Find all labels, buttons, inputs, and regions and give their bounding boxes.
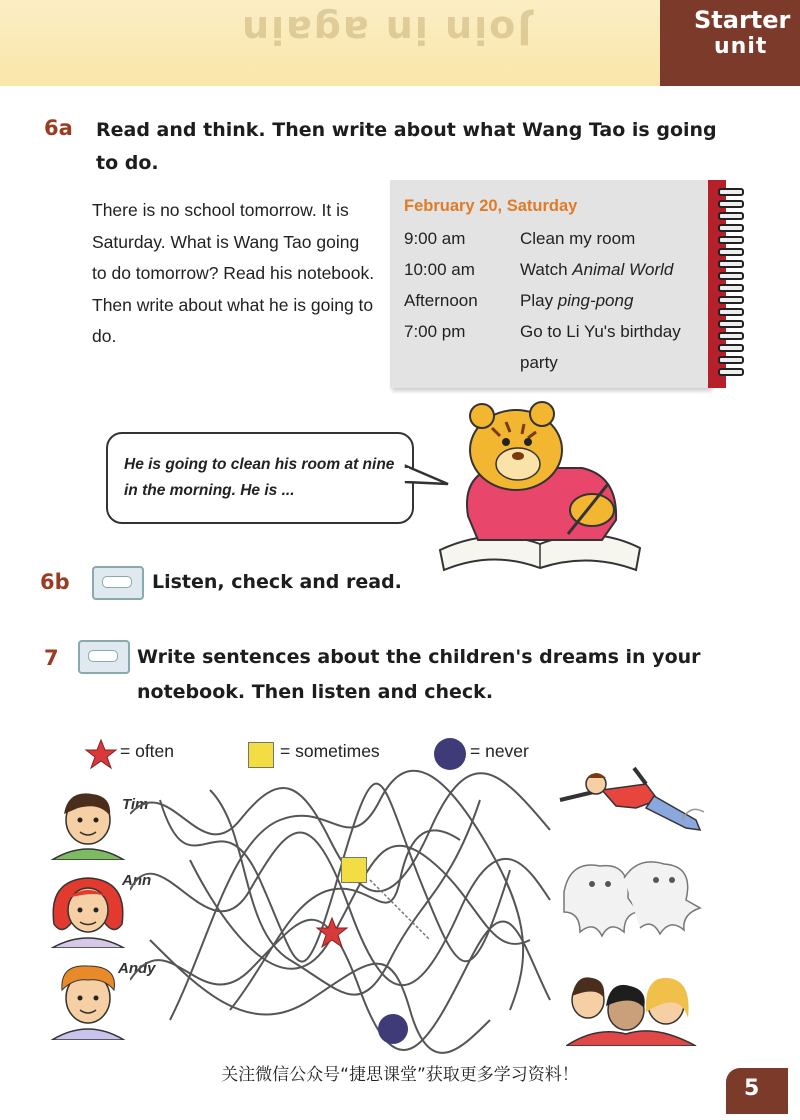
footer-note: 关注微信公众号“捷思课堂”获取更多学习资料！: [221, 1065, 579, 1085]
notebook-time: 7:00 pm: [404, 322, 466, 341]
cassette-icon: [92, 566, 144, 600]
notebook-activity: [520, 285, 710, 316]
exercise-6a-instruction: Read and think. Then write about what Wang Tao is going to do.: [96, 119, 717, 174]
notebook-time: 10:00 am: [404, 260, 475, 279]
notebook-ring: [718, 260, 744, 268]
ghosts-illustration: [554, 852, 704, 942]
tiger-writing-illustration: [432, 398, 648, 578]
ann-avatar: [44, 872, 130, 948]
speech-bubble-text: He is going to clean his room at nine in the morning. He is ...: [124, 456, 395, 499]
unit-tab-line1: Starter: [694, 6, 791, 34]
star-marker: [314, 916, 350, 950]
notebook-activity-text: Clean my room: [520, 229, 636, 248]
notebook-ring: [718, 320, 744, 328]
notebook-activity: [520, 254, 710, 285]
legend-often-label: = often: [120, 741, 175, 761]
notebook-ring: [718, 224, 744, 232]
notebook-ring: [718, 356, 744, 364]
unit-tab-line2: unit: [714, 34, 768, 59]
notebook-ring: [718, 368, 744, 376]
notebook-ring: [718, 272, 744, 280]
child-name-ann: Ann: [122, 872, 152, 889]
andy-avatar: [48, 960, 128, 1040]
flying-boy-illustration: [554, 764, 714, 840]
exercise-6b-instruction: Listen, check and read.: [152, 571, 402, 593]
exercise-6a-number: 6a: [44, 116, 73, 140]
child-name-tim: Tim: [122, 796, 149, 813]
notebook-ring: [718, 332, 744, 340]
tangled-paths-maze: [130, 760, 560, 1060]
notebook-date: February 20, Saturday: [404, 197, 578, 215]
notebook-activity-text: Watch Animal World: [520, 260, 674, 279]
page-number: 5: [744, 1076, 760, 1101]
notebook-activity-text: Play ping-pong: [520, 291, 634, 310]
notebook-ring: [718, 188, 744, 196]
notebook-time: 9:00 am: [404, 229, 466, 248]
legend-sometimes-label: = sometimes: [280, 741, 380, 761]
friends-group-illustration: [566, 960, 706, 1046]
circle-marker: [378, 1014, 408, 1044]
exercise-6a-text: There is no school tomorrow. It is Saturday. What is Wang Tao going to do tomorrow? Read his notebook. Then write about what he is going to do.: [92, 200, 375, 346]
exercise-7-instruction: Write sentences about the children's dreams in your notebook. Then listen and check.: [137, 646, 701, 703]
notebook-ring: [718, 308, 744, 316]
notebook-ring: [718, 212, 744, 220]
notebook-activity: [520, 316, 710, 378]
notebook-ring: [718, 284, 744, 292]
notebook-activity-text: Go to Li Yu's birthday party: [520, 322, 681, 372]
notebook-ring: [718, 200, 744, 208]
notebook-activity: [520, 223, 710, 254]
notebook-ring: [718, 296, 744, 304]
cassette-icon: [78, 640, 130, 674]
header-mirrored-title: Join in again: [240, 8, 532, 52]
square-marker: [341, 857, 367, 883]
notebook-ring: [718, 236, 744, 244]
unit-tab: [660, 0, 800, 86]
exercise-6b-number: 6b: [40, 570, 70, 594]
star-icon: [84, 738, 118, 770]
legend-never-label: = never: [470, 741, 529, 761]
notebook-ring: [718, 344, 744, 352]
notebook-ring: [718, 248, 744, 256]
tim-avatar: [48, 786, 128, 860]
child-name-andy: Andy: [118, 960, 156, 977]
notebook-time: Afternoon: [404, 291, 478, 310]
exercise-7-number: 7: [44, 646, 59, 670]
